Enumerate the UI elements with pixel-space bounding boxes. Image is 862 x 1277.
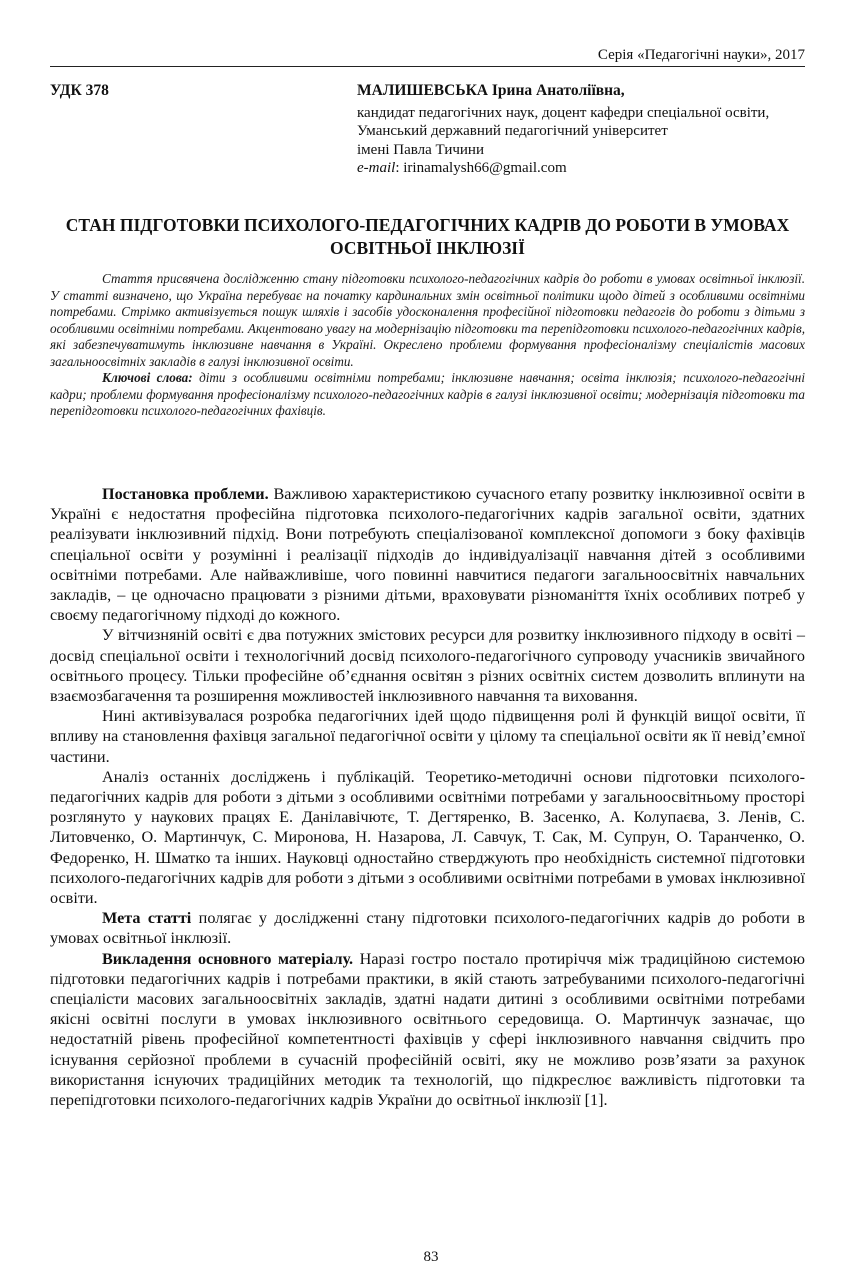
author-university-name: імені Павла Тичини xyxy=(357,141,484,158)
udc-code: УДК 378 xyxy=(50,82,109,99)
running-header-series: Серія «Педагогічні науки», 2017 xyxy=(597,47,805,63)
email-label: e-mail xyxy=(357,160,396,177)
paragraph-aim xyxy=(50,908,805,948)
author-block xyxy=(357,82,805,178)
keywords-line xyxy=(50,370,805,420)
paragraph-resources: У вітчизняній освіті є два потужних змістових ресурси для розвитку інклюзивного підходу в освіті – досвід спеціальної освіти і технологічний досвід психолого-педагогічного супроводу учасників звичайного освітнього процесу. Тільки професійне об’єднання освітян з різних освітніх систем дозволить вплинути на взаємозбагачення та розширення можливостей інклюзивного навчання та виховання. xyxy=(50,626,805,706)
heading-main-material: Викладення основного матеріалу. xyxy=(102,949,354,968)
heading-problem: Постановка проблеми. xyxy=(102,485,269,503)
paragraph-problem xyxy=(50,484,805,625)
abstract xyxy=(50,271,805,420)
author-name: МАЛИШЕВСЬКА Ірина Анатоліївна, xyxy=(357,82,625,99)
author-position: кандидат педагогічних наук, доцент кафедри спеціальної освіти, xyxy=(357,104,770,121)
article-title: СТАН ПІДГОТОВКИ ПСИХОЛОГО-ПЕДАГОГІЧНИХ КАДРІВ ДО РОБОТИ В УМОВАХ ОСВІТНЬОЇ ІНКЛЮЗІЇ xyxy=(65,215,790,258)
author-university: Уманський державний педагогічний університет xyxy=(357,123,668,140)
abstract-text: Стаття присвячена дослідженню стану підготовки психолого-педагогічних кадрів до роботи в умовах освітньої інклюзії. У статті визначено, що Україна перебуває на початку кардинальних змін освітньої політики щодо дітей з особливими освітніми потребами. Стрімко активізується пошук шляхів і засобів удосконалення професійної підготовки педагогів до роботи з дітьми з особливими освітніми потребами. Акцентовано увагу на модернізацію підготовки та перепідготовки психолого-педагогічних кадрів, які забезпечуватимуть інклюзивне навчання в Україні. Окреслено проблеми формування професіоналізму спеціалістів масових загальноосвітніх закладів в галузі інклюзивної освіти. xyxy=(50,271,805,369)
paragraph-literature-review: Аналіз останніх досліджень і публікацій. Теоретико-методичні основи підготовки психолого-педагогічних кадрів для роботи з дітьми з особливими освітніми потребами у загальноосвітньому просторі розглянуто у наукових працях Е. Данілавічютє, Т. Дегтяренко, В. Засенко, А. Колупаєва, З. Ленів, С. Литовченко, О. Мартинчук, С. Миронова, Н. Назарова, Л. Савчук, Т. Сак, М. Супрун, О. Таранченко, О. Федоренко, Н. Шматко та інших. Науковці одностайно стверджують про необхідність системної підготовки психолого-педагогічних кадрів для роботи з дітьми з особливими освітніми потребами в умовах інклюзивної освіти. xyxy=(50,767,805,908)
paragraph-aim-text: полягає у дослідженні стану підготовки психолого-педагогічних кадрів до роботи в умовах освітньої інклюзії. xyxy=(50,909,805,948)
heading-aim: Мета статті xyxy=(102,909,192,928)
paragraph-problem-text: Важливою характеристикою сучасного етапу розвитку інклюзивної освіти в Україні є недостатня професійна підготовка психолого-педагогічних кадрів загальної освіти, здатних реалізувати інклюзивний підхід. Вони потребують спеціалізованої комплексної допомоги з боку фахівців спеціальної освіти у розумінні і реалізації підходів до індивідуалізації навчання дітей з особливими освітніми потребами. Але найважливіше, чого повинні навчитися педагоги загальноосвітніх навчальних закладів, – це одночасно працювати з різними дітьми, враховувати різноманіття їхніх особливих потреб у своєму педагогічному підході до кожного. xyxy=(50,485,806,625)
page-number: 83 xyxy=(423,1249,439,1265)
author-email-line xyxy=(357,159,805,178)
paragraph-main-material-text: Наразі гостро постало протиріччя між традиційною системою підготовки педагогічних кадрів і потребами практики, в якій стають затребуваними психолого-педагогічні спеціалісти масових загальноосвітніх закладів, здатні надати дитині з особливими освітніми потребами якісні освітні послуги в умовах інклюзивного освітнього середовища. О. Мартинчук зазначає, що недостатній рівень професійної компетентності фахівців у сфері інклюзивного навчання свідчить про існування серйозної проблеми в сучасній професійній освіті, яку не можливо розв’язати за рахунок використання існуючих традиційних методик та технологій, що підкреслює важливість підготовки та перепідготовки психолого-педагогічних кадрів України до освітньої інклюзії [1]. xyxy=(50,949,805,1110)
keywords-label: Ключові слова: xyxy=(102,370,193,385)
header-divider xyxy=(50,66,805,67)
author-email: : irinamalysh66@gmail.com xyxy=(395,160,567,177)
article-body xyxy=(50,484,805,1110)
paragraph-main-material xyxy=(50,949,805,1111)
keywords-text: діти з особливими освітніми потребами; інклюзивне навчання; освіта інклюзія; психолого-педагогічні кадри; проблеми формування професіоналізму психолого-педагогічних кадрів в галузі інклюзивної освіти; модернізація підготовки та перепідготовки психолого-педагогічних фахівців. xyxy=(50,370,805,418)
paragraph-higher-education: Нині активізувалася розробка педагогічних ідей щодо підвищення ролі й функцій вищої освіти, її впливу на становлення фахівця загальної педагогічної освіти у цілому та спеціальної освіти як її невід’ємної частини. xyxy=(50,707,805,766)
